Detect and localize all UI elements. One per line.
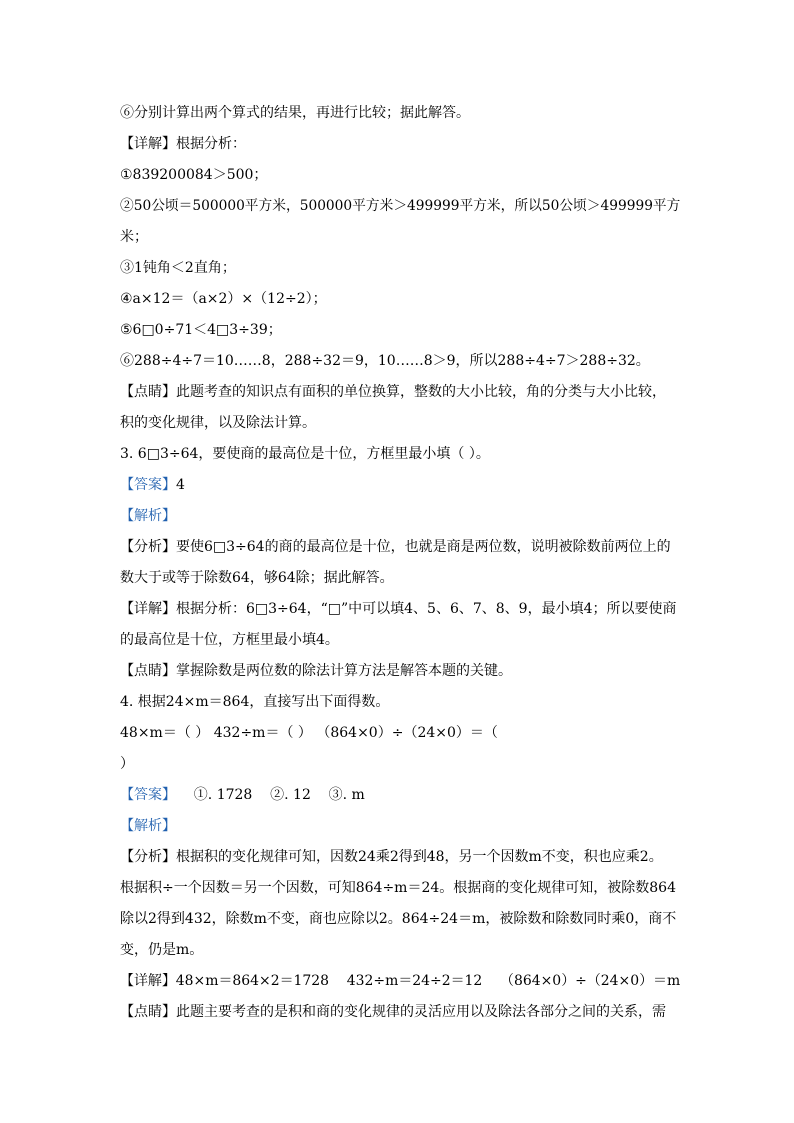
analysis-line xyxy=(120,506,680,526)
comment-line xyxy=(120,661,680,681)
text-line: ） xyxy=(120,756,134,772)
text-span: 此题考查的知识点有面积的单位换算，整数的大小比较，角的分类与大小比较， xyxy=(176,384,666,400)
analysis-text-line xyxy=(120,537,680,557)
text-line: ⑥288÷4÷7＝10……8，288÷32＝9，10……8＞9，所以288÷4÷7＞288÷32。 xyxy=(120,353,650,369)
comment-tag: 【点睛】 xyxy=(120,1004,176,1020)
text-line: 的最高位是十位，方框里最小填4。 xyxy=(120,632,339,648)
text-line: ①839200084＞500； xyxy=(120,167,268,183)
question-3: 3. 6□3÷64，要使商的最高位是十位，方框里最小填（ ）。 xyxy=(120,446,490,462)
text-line: 变，仍是m。 xyxy=(120,942,204,958)
text-span: 根据分析： xyxy=(176,136,246,152)
text-line: 除以2得到432，除数m不变，商也应除以2。864÷24＝m，被除数和除数同时乘0，商不 xyxy=(120,911,677,927)
text-span: 48×m＝864×2＝1728 432÷m＝24÷2＝12 （864×0）÷（24×0）＝m xyxy=(175,973,681,989)
analysis-sub-tag: 【分析】 xyxy=(120,849,176,865)
answer-line xyxy=(120,785,680,805)
text-line: ④a×12＝（a×2）×（12÷2）； xyxy=(120,291,327,307)
answer-tag: 【答案】 xyxy=(120,787,176,803)
detail-line xyxy=(120,971,681,991)
detail-tag: 【详解】 xyxy=(120,601,176,617)
analysis-text-line xyxy=(120,847,680,867)
text-span: 根据分析：6□3÷64，“□”中可以填4、5、6、7、8、9，最小填4；所以要使商 xyxy=(176,601,677,617)
text-line: 根据积÷一个因数＝另一个因数，可知864÷m＝24。根据商的变化规律可知，被除数864 xyxy=(120,880,676,896)
text-line: 数大于或等于除数64，够64除；据此解答。 xyxy=(120,570,394,586)
analysis-tag: 【解析】 xyxy=(120,508,176,524)
analysis-line xyxy=(120,816,680,836)
answer-line xyxy=(120,475,680,495)
comment-tag: 【点睛】 xyxy=(120,663,176,679)
answer-value: 4 xyxy=(176,477,185,493)
answer-tag: 【答案】 xyxy=(120,477,176,493)
text-line: ⑤6□0÷71＜4□3÷39； xyxy=(120,322,282,338)
text-line: ③1钝角＜2直角； xyxy=(120,260,236,276)
detail-line xyxy=(120,599,680,619)
comment-line xyxy=(120,382,680,402)
answer-value: ①. 1728 ②. 12 ③. m xyxy=(176,787,365,803)
text-span: 此题主要考查的是积和商的变化规律的灵活应用以及除法各部分之间的关系，需 xyxy=(176,1004,666,1020)
analysis-sub-tag: 【分析】 xyxy=(120,539,176,555)
text-line: 积的变化规律，以及除法计算。 xyxy=(120,415,316,431)
analysis-tag: 【解析】 xyxy=(120,818,176,834)
text-line: ⑥分别计算出两个算式的结果，再进行比较；据此解答。 xyxy=(120,105,470,121)
detail-tag: 【详解】 xyxy=(120,973,176,989)
text-span: 根据积的变化规律可知，因数24乘2得到48，另一个因数m不变，积也应乘2。 xyxy=(176,849,663,865)
detail-tag: 【详解】 xyxy=(120,136,176,152)
text-line: 48×m＝（ ） 432÷m＝（ ） （864×0）÷（24×0）＝（ xyxy=(120,725,498,741)
text-span: 掌握除数是两位数的除法计算方法是解答本题的关键。 xyxy=(176,663,512,679)
detail-line xyxy=(120,134,680,154)
comment-tag: 【点睛】 xyxy=(120,384,176,400)
text-span: 要使6□3÷64的商的最高位是十位，也就是商是两位数，说明被除数前两位上的 xyxy=(176,539,671,555)
text-line: 米； xyxy=(120,229,148,245)
question-4: 4. 根据24×m＝864，直接写出下面得数。 xyxy=(120,694,390,710)
text-line: ②50公顷＝500000平方米，500000平方米＞499999平方米，所以50公顷＞499999平方 xyxy=(120,198,681,214)
comment-line xyxy=(120,1002,680,1022)
